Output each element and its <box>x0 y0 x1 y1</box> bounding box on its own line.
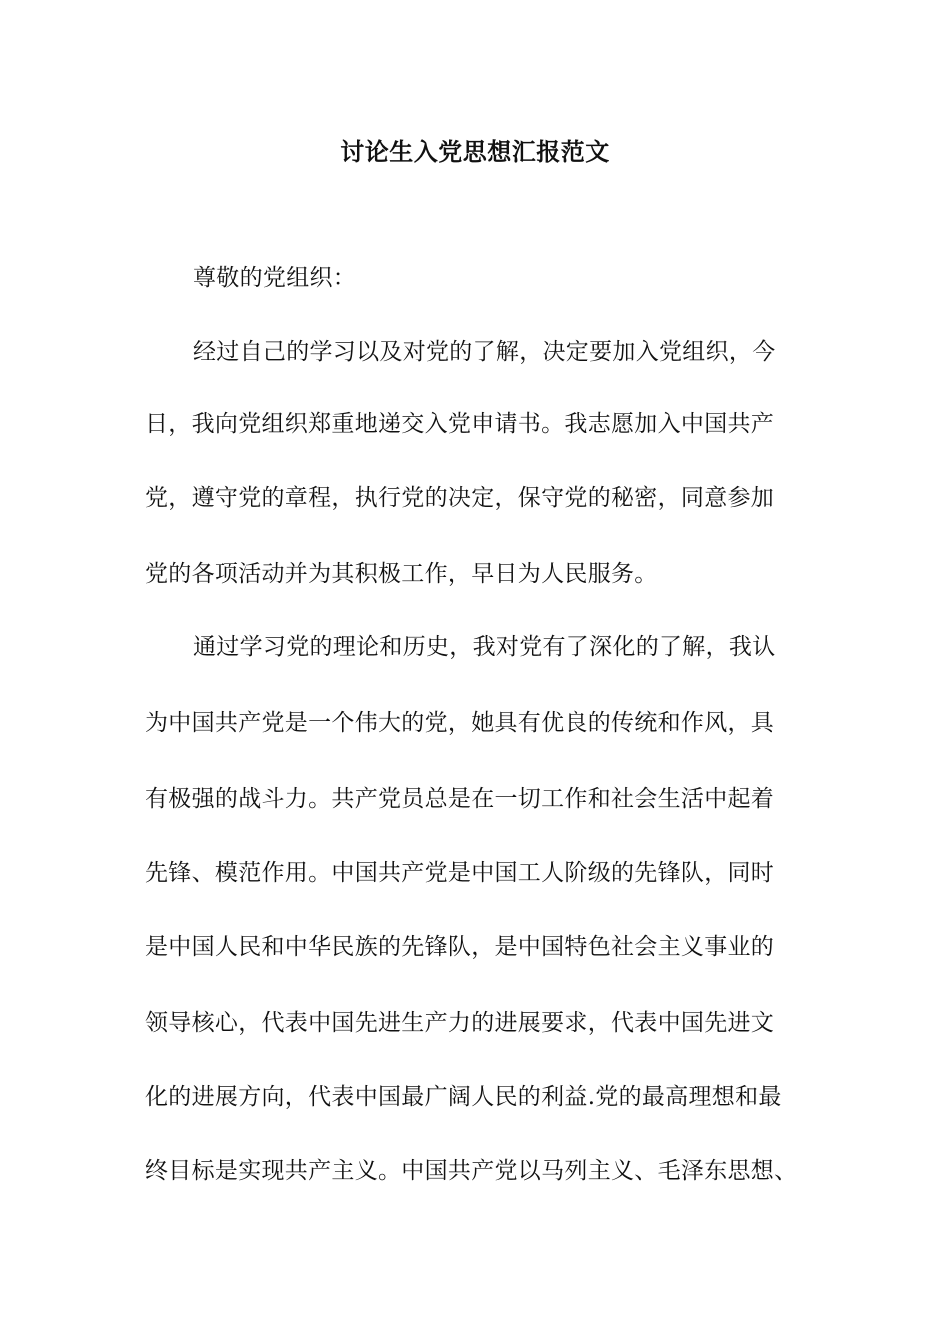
paragraph-line: 终目标是实现共产主义。中国共产党以马列主义、毛泽东思想、 <box>145 1158 798 1184</box>
paragraph-line: 通过学习党的理论和历史，我对党有了深化的了解，我认 <box>193 634 776 660</box>
document-title: 讨论生入党思想汇报范文 <box>340 137 610 166</box>
paragraph-line: 为中国共产党是一个伟大的党，她具有优良的传统和作风，具 <box>145 710 775 736</box>
paragraph-line: 经过自己的学习以及对党的了解，决定要加入党组织，今 <box>193 339 776 365</box>
paragraph-line: 党，遵守党的章程，执行党的决定，保守党的秘密，同意参加 <box>145 485 775 511</box>
paragraph-line: 是中国人民和中华民族的先锋队，是中国特色社会主义事业的 <box>145 934 775 960</box>
paragraph-line: 领导核心，代表中国先进生产力的进展要求，代表中国先进文 <box>145 1010 775 1036</box>
paragraph-line: 化的进展方向，代表中国最广阔人民的利益.党的最高理想和最 <box>145 1084 782 1110</box>
paragraph-line: 党的各项活动并为其积极工作，早日为人民服务。 <box>145 561 658 587</box>
paragraph-line: 先锋、模范作用。中国共产党是中国工人阶级的先锋队，同时 <box>145 860 775 886</box>
paragraph-line: 有极强的战斗力。共产党员总是在一切工作和社会生活中起着 <box>145 786 775 812</box>
salutation: 尊敬的党组织： <box>193 265 357 291</box>
paragraph-line: 日，我向党组织郑重地递交入党申请书。我志愿加入中国共产 <box>145 411 775 437</box>
